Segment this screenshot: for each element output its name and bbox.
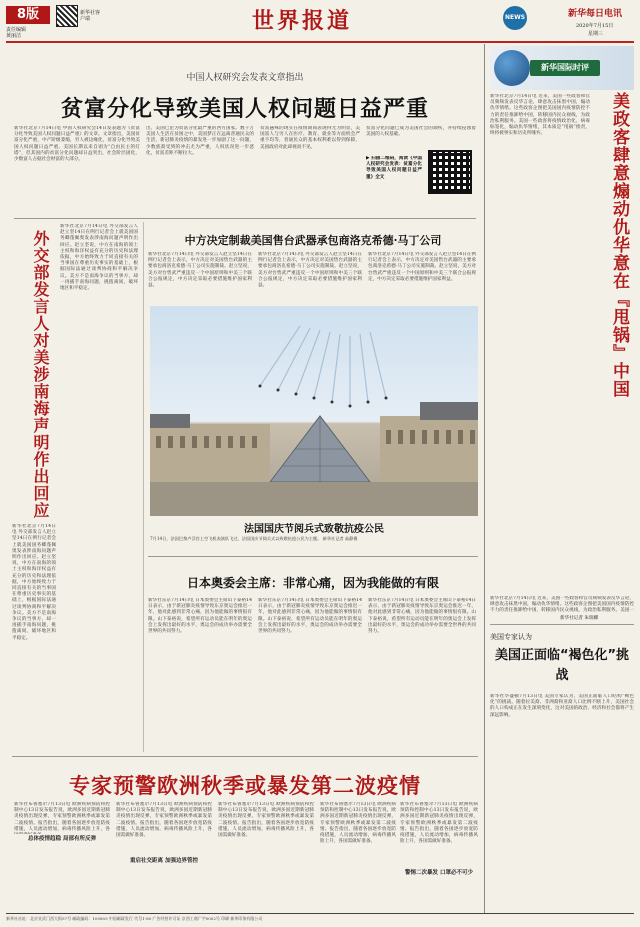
usa-kicker: 美国专家认为: [490, 633, 532, 641]
news-logo: NEWS: [503, 6, 527, 30]
glass-pyramid: [270, 416, 370, 482]
footer-text: 新华社社址：北京宣武门西大街57号 邮政编码：100803 中国邮政发行 代号1-80 广告经营许可证 京西工商广字0002号 印刷 新华印务有限公司: [6, 916, 263, 921]
commentary-banner: [490, 46, 634, 90]
commentary-divider: [490, 624, 634, 625]
japan-divider: [12, 756, 478, 757]
louvre-illustration: [150, 306, 478, 516]
mofa-column-rule: [143, 222, 144, 752]
commentary-body: 新华社北京7月14日电 近来，美国一些政客和官员频频发表反华言论，肆意攻击抹黑中国，煽动仇华情绪。这些政客企图把美国国内疫情防控不力的责任推卸给中国，转移国内民众视线，为政治私利服务。美国一些政客将疫情政治化、病毒标签化，煽动仇华情绪，其本质是“甩锅”推责，终将被事实和历史所唾弃。: [490, 94, 590, 137]
flypast-smoke: [260, 326, 386, 406]
louvre-left-wing: [150, 414, 270, 482]
commentary-vertical-headline: 美政客肆意煽动仇华意在『甩锅』中国: [609, 92, 629, 398]
lockheed-body-col-2: 新华社北京7月14日电 外交部发言人赵立坚14日在例行记者会上表示，中方决定对美国售台武器的主要承包商洛克希德·马丁公司实施制裁。赵立坚说，美方对台售武严重违反一个中国原则和中美三个联合公报规定，中方决定采取必要措施维护国家利益。: [258, 252, 362, 289]
issue-weekday: 星期三: [588, 31, 604, 37]
usa-headline: 美国正面临“褐色化”挑战: [494, 648, 630, 683]
jet-formation: [259, 385, 388, 408]
rights-body-col-1: 新华社北京7月14日电 中国人权研究会14日发表题为《贫富分化导致美国人权问题日益严重》的文章。文章指出，美国贫富分化严重，中产阶级萎缩，穷人被边缘化，贫富分化导致美国人权问题日益严重。美国长期以来自诩为“自由民主的灯塔”，但其国内的贫富分化问题却日益突出，社会阶层固化，少数富人占据社会财富的大部分。: [14, 126, 140, 163]
epidemic-subhead-2: 重启社交距离 加强边界管控: [116, 856, 212, 864]
epidemic-subhead-1: 总体疫情趋稳 局部有所反弹: [14, 834, 110, 842]
masthead-rule: [6, 41, 634, 43]
photo-caption-title: 法国国庆节阅兵式致敬抗疫公民: [244, 524, 384, 535]
lockheed-body-col-3: 新华社北京7月14日电 外交部发言人赵立坚14日在例行记者会上表示，中方决定对美国售台武器的主要承包商洛克希德·马丁公司实施制裁。赵立坚说，美方对台售武严重违反一个中国原则和中美三个联合公报规定，中方决定采取必要措施维护国家利益。: [368, 252, 476, 282]
xinhua-app-label: 新华社客户端: [80, 10, 101, 22]
epidemic-body-col-5: 新华社布鲁塞尔7月13日电 欧洲疾病预防和控制中心13日发布报告说，欧洲多国近期新冠肺炎疫情出现反弹，专家预警欧洲秋季或暴发第二波疫情。报告指出，随着各国逐步放宽防疫措施，人员流动增加，病毒传播风险上升，各国需做好准备。: [400, 802, 478, 845]
epidemic-body-col-4: 新华社布鲁塞尔7月13日电 欧洲疾病预防和控制中心13日发布报告说，欧洲多国近期新冠肺炎疫情出现反弹，专家预警欧洲秋季或暴发第二波疫情。报告指出，随着各国逐步放宽防疫措施，人员流动增加，病毒传播风险上升，各国需做好准备。: [320, 802, 396, 845]
epidemic-headline: 专家预警欧洲秋季或暴发第二波疫情: [69, 774, 421, 798]
commentary-banner-label: 新华国际时评: [530, 60, 600, 76]
photo-divider: [148, 556, 478, 557]
courtyard: [150, 482, 478, 516]
rights-qr-code[interactable]: [428, 150, 472, 194]
epidemic-body-col-2: 新华社布鲁塞尔7月13日电 欧洲疾病预防和控制中心13日发布报告说，欧洲多国近期新冠肺炎疫情出现反弹，专家预警欧洲秋季或暴发第二波疫情。报告指出，随着各国逐步放宽防疫措施，人员流动增加，病毒传播风险上升，各国需做好准备。: [116, 802, 212, 839]
rights-kicker: 中国人权研究会发表文章指出: [186, 73, 304, 83]
editor-line-2: 黄丽洁: [6, 33, 22, 39]
rights-headline: 贫富分化导致美国人权问题日益严重: [60, 97, 429, 122]
epidemic-body-col-1: 新华社布鲁塞尔7月13日电 欧洲疾病预防和控制中心13日发布报告说，欧洲多国近期新冠肺炎疫情出现反弹，专家预警欧洲秋季或暴发第二波疫情。报告指出，随着各国逐步放宽防疫措施，人员流动增加，病毒传播风险上升，各: [14, 802, 110, 832]
commentary-body-lower: 新华社北京7月14日电 近来，美国一些政客和官员频频发表反华言论，肆意攻击抹黑中国，煽动仇华情绪。这些政客企图把美国国内疫情防控不力的责任推卸给中国，转移国内民众视线，为政治私利服务。美国一: [490, 596, 634, 614]
commentary-byline: 新华社记者 朱瑞卿: [560, 616, 599, 621]
commentary-globe-icon: [494, 50, 530, 86]
footer-rule: [6, 913, 634, 914]
japan-body-col-2: 新华社东京7月14日电 日本奥委会主席山下泰裕14日表示，由于新冠肺炎疫情导致东京奥运会推迟一年，他对此感到非常心痛，因为他能做的事情很有限。山下泰裕说，希望所有运动员能在明年的奥运会上发挥出最好的水平，奥运会的成功举办需要全世界的共同努力。: [258, 598, 362, 635]
louvre-photo: [150, 306, 478, 516]
epidemic-subhead-3: 警惕二次暴发 口罩必不可少: [400, 868, 478, 876]
mofa-body: 新华社北京7月14日电 外交部发言人赵立坚14日在例行记者会上就美国国务卿蓬佩奥发表涉南海问题声明作出回应。赵立坚说，中方在南海的领土主权和海洋权益有充分的历史和法理依据，中方始终致力于同直接有关的当事国在尊重历史事实的基础上，根据国际法通过谈判协商和平解决争议。美方不是南海争议的当事方，却一再插手南海问题，挑拨离间，破坏地区和平稳定。: [60, 224, 138, 292]
paper-name: 新华每日电讯: [568, 9, 623, 19]
mofa-vertical-headline: 外交部发言人对美涉南海声明作出回应: [31, 230, 50, 519]
louvre-right-wing: [380, 402, 478, 482]
epidemic-body-col-3: 新华社布鲁塞尔7月13日电 欧洲疾病预防和控制中心13日发布报告说，欧洲多国近期新冠肺炎疫情出现反弹，专家预警欧洲秋季或暴发第二波疫情。报告指出，随着各国逐步放宽防疫措施，人员流动增加，病毒传播风险上升，各国需做好准备。: [218, 802, 314, 839]
photo-credit: 7月14日，法国巴黎卢浮宫上空飞机表演队飞过，法国国庆节阅兵式以致敬抗疫公民为主题。 新华社记者 高静摄: [150, 536, 358, 541]
rights-body-col-3: 贫富悬殊的现实在疫情期间表现得尤为明显，美国富人与穷人在医疗、教育、就业等方面机会严重不均等，普通民众的基本权利难以得到保障，美国政府对此却视而不见。: [260, 126, 360, 150]
page-number-badge: 8版: [6, 6, 50, 24]
editor-label: [6, 27, 26, 39]
xinhua-app-qr: [56, 5, 78, 27]
lockheed-headline: 中方决定制裁美国售台武器承包商洛克希德·马丁公司: [184, 234, 442, 247]
rights-qr-caption: ▶ 扫描二维码，阅读《中国人权研究会发表：贫富分化导致美国人权问题日益严重》全文: [366, 156, 422, 180]
rights-divider: [14, 218, 476, 219]
japan-body-col-1: 新华社东京7月14日电 日本奥委会主席山下泰裕14日表示，由于新冠肺炎疫情导致东京奥运会推迟一年，他对此感到非常心痛，因为他能做的事情很有限。山下泰裕说，希望所有运动员能在明年的奥运会上发挥出最好的水平，奥运会的成功举办需要全世界的共同努力。: [148, 598, 252, 635]
rights-body-col-2: 出，美国已沦为贫富分化最严重的西方国家。数千万美国人生活在贫困之中，美国梦正在远离普通民众的生活，新冠肺炎疫情的暴发进一步加剧了这一问题，少数族裔受到的冲击尤为严重，人权状况进一步恶化，贫富差距不断拉大。: [146, 126, 254, 156]
issue-date: 2020年7月15日: [576, 23, 614, 29]
japan-headline: 日本奥委会主席：非常心痛，因为我能做的有限: [186, 576, 439, 590]
usa-body: 新华社华盛顿7月13日电 美国专家认为，美国正面临人口结构“褐色化”的挑战。随着拉美裔、非洲裔和亚裔人口比例不断上升，美国社会的人口构成正在发生深刻变化，这对美国的政治、经济和社会都将产生深远影响。: [490, 694, 634, 718]
editor-line-1: 责任编辑: [6, 27, 27, 33]
mofa-body-left: 新华社北京7月14日电 外交部发言人赵立坚14日在例行记者会上就美国国务卿蓬佩奥发表涉南海问题声明作出回应。赵立坚说，中方在南海的领土主权和海洋权益有充分的历史和法理依据，中方始终致力于同直接有关的当事国在尊重历史事实的基础上，根据国际法通过谈判协商和平解决争议。美方不是南海争议的当事方，却一再插手南海问题，挑拨离间，破坏地区和平稳定。: [12, 524, 56, 641]
lockheed-body-col-1: 新华社北京7月14日电 外交部发言人赵立坚14日在例行记者会上表示，中方决定对美国售台武器的主要承包商洛克希德·马丁公司实施制裁。赵立坚说，美方对台售武严重违反一个中国原则和中美三个联合公报规定，中方决定采取必要措施维护国家利益。: [148, 252, 252, 289]
right-column-rule: [484, 44, 485, 914]
section-title: 世界报道: [252, 8, 353, 34]
rights-body-col-4: 贫富分化问题已成为美国社会的顽疾，并持续侵蚀着美国的人权基础。: [366, 126, 476, 138]
japan-body-col-3: 新华社东京7月14日电 日本奥委会主席山下泰裕14日表示，由于新冠肺炎疫情导致东京奥运会推迟一年，他对此感到非常心痛，因为他能做的事情很有限。山下泰裕说，希望所有运动员能在明年的奥运会上发挥出最好的水平，奥运会的成功举办需要全世界的共同努力。: [368, 598, 476, 635]
